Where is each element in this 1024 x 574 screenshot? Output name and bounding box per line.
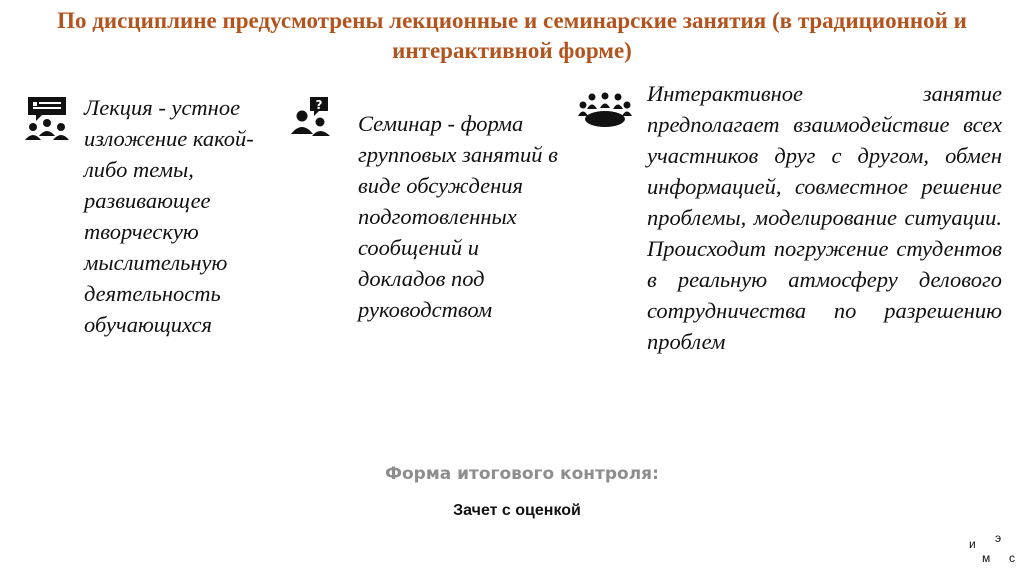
svg-text:?: ?: [315, 98, 323, 112]
seminar-description: Семинар - форма групповых занятий в виде обсуждения подготовленных сообщений и докладов под руководством: [358, 111, 558, 322]
logo-letter-e: э: [995, 531, 1002, 545]
lecture-description: Лекция - устное изложение какой-либо темы, развивающее творческую мыслительную деятельность обучающихся: [84, 95, 254, 337]
logo-letter-i: и: [969, 537, 976, 551]
final-control-value: Зачет с оценкой: [453, 502, 581, 519]
lecture-presentation-icon: [22, 96, 72, 144]
seminar-question-icon: [290, 96, 332, 138]
organization-logo: [962, 531, 1022, 570]
interactive-description: Интерактивное занятие предполагает взаимодействие всех участников друг с другом, обмен информацией, совместное решение проблемы, моделирование ситуации. Происходит погружение студентов в реальную атмосферу делового сотрудничества по разрешению проблем: [647, 81, 1002, 354]
slide-title: По дисциплине предусмотрены лекционные и семинарские занятия (в традиционной и интерактивной форме): [57, 8, 967, 63]
logo-letter-m: м: [982, 551, 991, 565]
logo-letter-s: с: [1009, 551, 1015, 565]
final-control-label: Форма итогового контроля:: [385, 464, 659, 484]
meeting-group-icon: [578, 92, 632, 128]
